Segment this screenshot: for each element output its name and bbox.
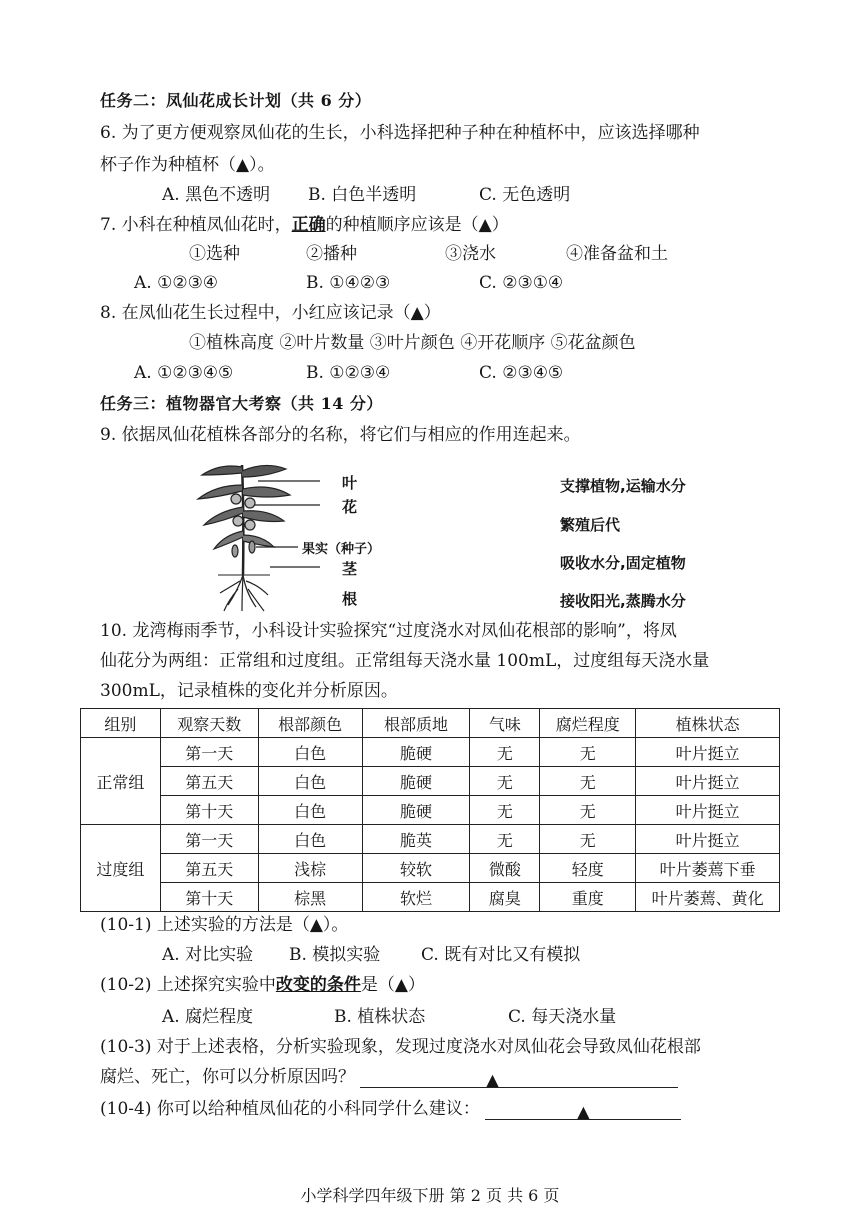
q10-line2: 仙花分为两组：正常组和过度组。正常组每天浇水量 100mL，过度组每天浇水量 — [100, 651, 710, 671]
table-cell: 棕黑 — [258, 883, 362, 912]
q10-1-option-b: B. 模拟实验 — [289, 945, 381, 965]
q10-4-line — [100, 1098, 681, 1120]
q10-1-stem: (10-1) 上述实验的方法是（▲）。 — [100, 915, 349, 935]
table-cell: 第十天 — [160, 796, 258, 825]
table-header: 植株状态 — [636, 709, 780, 738]
q7-option-a: A. ①②③④ — [134, 273, 219, 293]
table-cell: 第五天 — [160, 854, 258, 883]
q7-stem — [100, 214, 509, 236]
table-cell: 脆英 — [362, 825, 470, 854]
answer-mark: ▲ — [486, 1070, 499, 1089]
table-cell: 无 — [540, 796, 636, 825]
q7-suffix: 的种植顺序应该是（▲） — [325, 215, 509, 235]
experiment-table — [80, 708, 780, 912]
q6-option-b: B. 白色半透明 — [308, 185, 417, 205]
function-sunlight: 接收阳光,蒸腾水分 — [560, 592, 686, 610]
plant-part-stem: 茎 — [342, 560, 358, 578]
plant-part-root: 根 — [342, 590, 358, 608]
table-cell: 腐臭 — [470, 883, 540, 912]
table-cell: 第五天 — [160, 767, 258, 796]
plant-part-leaf: 叶 — [342, 474, 358, 492]
q10-2-option-c: C. 每天浇水量 — [508, 1007, 617, 1027]
table-header: 根部质地 — [362, 709, 470, 738]
table-cell: 微酸 — [470, 854, 540, 883]
q7-emphasis: 正确 — [291, 215, 326, 235]
table-cell: 白色 — [258, 738, 362, 767]
table-cell: 浅棕 — [258, 854, 362, 883]
table-cell: 白色 — [258, 825, 362, 854]
table-row — [81, 883, 780, 912]
table-cell: 软烂 — [362, 883, 470, 912]
table-cell: 叶片挺立 — [636, 825, 780, 854]
table-cell: 脆硬 — [362, 738, 470, 767]
q10-2-option-a: A. 腐烂程度 — [162, 1007, 254, 1027]
q10-line3: 300mL，记录植株的变化并分析原因。 — [100, 681, 398, 701]
q10-4-text: (10-4) 你可以给种植凤仙花的小科同学什么建议： — [100, 1099, 480, 1119]
table-row — [81, 767, 780, 796]
q9-stem: 9. 依据凤仙花植株各部分的名称，将它们与相应的作用连起来。 — [100, 425, 581, 445]
q7-step-2: ②播种 — [306, 244, 357, 264]
q7-step-3: ③浇水 — [445, 244, 496, 264]
table-header: 组别 — [81, 709, 161, 738]
table-row — [81, 825, 780, 854]
table-header-row — [81, 709, 780, 738]
page-footer: 小学科学四年级下册 第 2 页 共 6 页 — [300, 1186, 560, 1205]
q10-2-suffix: 是（▲） — [360, 975, 425, 995]
table-cell: 无 — [470, 767, 540, 796]
q10-1-option-a: A. 对比实验 — [162, 945, 254, 965]
table-row — [81, 738, 780, 767]
function-reproduce: 繁殖后代 — [560, 516, 621, 534]
table-cell: 叶片萎蔫下垂 — [636, 854, 780, 883]
table-cell: 叶片萎蔫、黄化 — [636, 883, 780, 912]
q8-option-b: B. ①②③④ — [306, 363, 391, 383]
q7-option-c: C. ②③①④ — [479, 273, 564, 293]
table-header: 观察天数 — [160, 709, 258, 738]
table-cell: 白色 — [258, 767, 362, 796]
function-absorb: 吸收水分,固定植物 — [560, 554, 686, 572]
table-cell: 脆硬 — [362, 796, 470, 825]
table-cell: 叶片挺立 — [636, 738, 780, 767]
group-name-normal: 正常组 — [81, 738, 161, 825]
table-header: 气味 — [470, 709, 540, 738]
q10-2-prefix: (10-2) 上述探究实验中 — [100, 975, 276, 995]
q7-step-4: ④准备盆和土 — [566, 244, 668, 264]
q10-3-line1: (10-3) 对于上述表格，分析实验现象，发现过度浇水对凤仙花会导致凤仙花根部 — [100, 1037, 701, 1057]
table-cell: 叶片挺立 — [636, 767, 780, 796]
table-cell: 无 — [470, 796, 540, 825]
plant-part-flower: 花 — [342, 498, 358, 516]
group-name-excess: 过度组 — [81, 825, 161, 912]
q8-stem: 8. 在凤仙花生长过程中，小红应该记录（▲） — [100, 303, 441, 323]
table-cell: 重度 — [540, 883, 636, 912]
q6-line1: 6. 为了更方便观察凤仙花的生长，小科选择把种子种在种植杯中，应该选择哪种 — [100, 123, 700, 143]
table-cell: 第十天 — [160, 883, 258, 912]
q7-prefix: 7. 小科在种植凤仙花时， — [100, 215, 292, 235]
table-cell: 白色 — [258, 796, 362, 825]
table-cell: 叶片挺立 — [636, 796, 780, 825]
plant-part-fruit: 果实（种子） — [302, 542, 381, 557]
table-cell: 轻度 — [540, 854, 636, 883]
table-cell: 脆硬 — [362, 767, 470, 796]
q6-line2: 杯子作为种植杯（▲）。 — [100, 155, 275, 175]
q7-step-1: ①选种 — [189, 244, 240, 264]
q10-1-option-c: C. 既有对比又有模拟 — [421, 945, 581, 965]
table-cell: 第一天 — [160, 738, 258, 767]
table-header: 腐烂程度 — [540, 709, 636, 738]
table-cell: 较软 — [362, 854, 470, 883]
impatiens-plant-illustration — [180, 455, 340, 615]
function-support: 支撑植物,运输水分 — [560, 477, 686, 495]
q10-3-answer-blank[interactable] — [360, 1069, 678, 1088]
answer-mark: ▲ — [577, 1102, 590, 1121]
q10-line1: 10. 龙湾梅雨季节，小科设计实验探究“过度浇水对凤仙花根部的影响”，将凤 — [100, 621, 677, 641]
q8-items: ①植株高度 ②叶片数量 ③叶片颜色 ④开花顺序 ⑤花盆颜色 — [189, 333, 636, 353]
q10-2-emphasis: 改变的条件 — [275, 975, 361, 995]
q6-option-a: A. 黑色不透明 — [162, 185, 271, 205]
table-cell: 无 — [540, 738, 636, 767]
table-cell: 无 — [470, 825, 540, 854]
q7-option-b: B. ①④②③ — [306, 273, 391, 293]
q8-option-c: C. ②③④⑤ — [479, 363, 564, 383]
task3-title: 任务三：植物器官大考察（共 14 分） — [100, 394, 383, 413]
q10-2-option-b: B. 植株状态 — [334, 1007, 426, 1027]
table-header: 根部颜色 — [258, 709, 362, 738]
q6-option-c: C. 无色透明 — [479, 185, 571, 205]
q10-3-text: 腐烂、死亡，你可以分析原因吗？ — [100, 1067, 355, 1087]
table-cell: 无 — [540, 825, 636, 854]
table-cell: 无 — [540, 767, 636, 796]
q10-2-stem — [100, 974, 425, 996]
table-cell: 第一天 — [160, 825, 258, 854]
q8-option-a: A. ①②③④⑤ — [134, 363, 234, 383]
table-row — [81, 796, 780, 825]
table-cell: 无 — [470, 738, 540, 767]
task2-title: 任务二：凤仙花成长计划（共 6 分） — [100, 91, 372, 110]
q10-4-answer-blank[interactable] — [485, 1101, 681, 1120]
q10-3-line2 — [100, 1066, 678, 1088]
table-row — [81, 854, 780, 883]
